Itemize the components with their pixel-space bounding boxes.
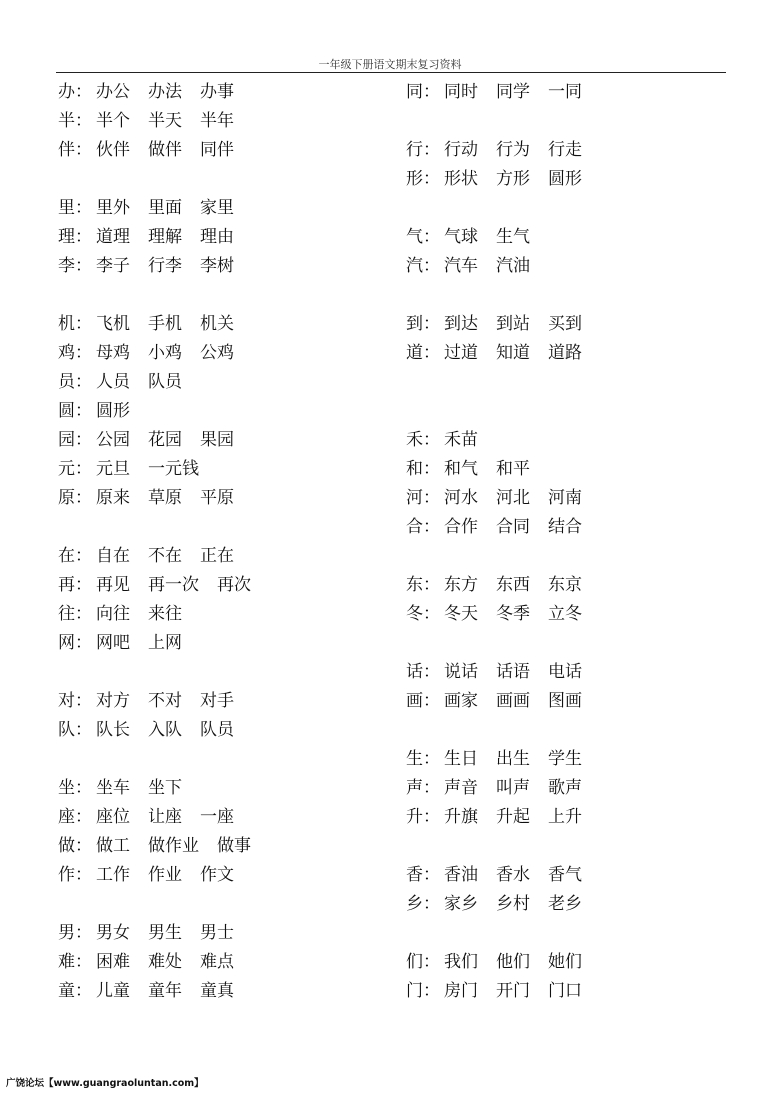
entry-word: 河水 xyxy=(444,488,478,508)
entry-character: 们： xyxy=(406,952,440,972)
entry-word: 飞机 xyxy=(96,314,130,334)
entry-row xyxy=(58,223,388,252)
entry-word: 对手 xyxy=(200,691,234,711)
entry-character: 到： xyxy=(406,314,440,334)
entry-word: 入队 xyxy=(148,720,182,740)
entry-word: 机关 xyxy=(200,314,234,334)
entry-word: 行动 xyxy=(444,140,478,160)
entry-word: 香气 xyxy=(548,865,582,885)
entry-character: 声： xyxy=(406,778,440,798)
entry-word: 方形 xyxy=(496,169,530,189)
entry-row xyxy=(406,571,736,600)
entry-word: 困难 xyxy=(96,952,130,972)
entry-word: 生气 xyxy=(496,227,530,247)
entry-word: 原来 xyxy=(96,488,130,508)
entry-row xyxy=(58,745,388,774)
entry-word: 话语 xyxy=(496,662,530,682)
entry-row xyxy=(58,252,388,281)
entry-word: 再次 xyxy=(217,575,251,595)
entry-row xyxy=(406,513,736,542)
entry-character: 对： xyxy=(58,691,92,711)
entry-row xyxy=(406,890,736,919)
entry-word: 坐车 xyxy=(96,778,130,798)
entry-word: 升起 xyxy=(496,807,530,827)
entry-word: 气球 xyxy=(444,227,478,247)
entry-word: 做伴 xyxy=(148,140,182,160)
entry-word: 平原 xyxy=(200,488,234,508)
entry-word: 行为 xyxy=(496,140,530,160)
entry-word: 队长 xyxy=(96,720,130,740)
entry-word: 一元钱 xyxy=(148,459,199,479)
entry-row xyxy=(406,629,736,658)
entry-row xyxy=(58,658,388,687)
entry-word: 里面 xyxy=(148,198,182,218)
entry-row xyxy=(58,716,388,745)
entry-word: 草原 xyxy=(148,488,182,508)
entry-word: 声音 xyxy=(444,778,478,798)
entry-character: 香： xyxy=(406,865,440,885)
entry-row xyxy=(58,426,388,455)
entry-word: 办公 xyxy=(96,82,130,102)
entry-word: 东京 xyxy=(548,575,582,595)
entry-row xyxy=(406,832,736,861)
entry-word: 男女 xyxy=(96,923,130,943)
entry-word: 果园 xyxy=(200,430,234,450)
entry-word: 到达 xyxy=(444,314,478,334)
entry-word: 生日 xyxy=(444,749,478,769)
entry-character: 作： xyxy=(58,865,92,885)
entry-character: 道： xyxy=(406,343,440,363)
entry-word: 河北 xyxy=(496,488,530,508)
entry-character: 话： xyxy=(406,662,440,682)
entry-word: 正在 xyxy=(200,546,234,566)
entry-word: 办法 xyxy=(148,82,182,102)
entry-row xyxy=(406,919,736,948)
entry-character: 圆： xyxy=(58,401,92,421)
right-column xyxy=(406,78,736,1006)
entry-row xyxy=(58,542,388,571)
entry-row xyxy=(58,397,388,426)
page-header-title: 一年级下册语文期末复习资料 xyxy=(318,58,462,71)
entry-row xyxy=(406,484,736,513)
entry-word: 禾苗 xyxy=(444,430,478,450)
entry-word: 李子 xyxy=(96,256,130,276)
entry-row xyxy=(58,165,388,194)
entry-row xyxy=(406,687,736,716)
entry-word: 家乡 xyxy=(444,894,478,914)
entry-word: 东西 xyxy=(496,575,530,595)
entry-word: 做作业 xyxy=(148,836,199,856)
entry-row xyxy=(58,281,388,310)
entry-character: 坐： xyxy=(58,778,92,798)
entry-word: 来往 xyxy=(148,604,182,624)
entry-character: 形： xyxy=(406,169,440,189)
entry-row xyxy=(406,194,736,223)
entry-word: 做工 xyxy=(96,836,130,856)
entry-word: 道理 xyxy=(96,227,130,247)
entry-character: 园： xyxy=(58,430,92,450)
entry-character: 男： xyxy=(58,923,92,943)
entry-row xyxy=(406,368,736,397)
entry-word: 乡村 xyxy=(496,894,530,914)
entry-row xyxy=(58,977,388,1006)
entry-word: 立冬 xyxy=(548,604,582,624)
entry-word: 做事 xyxy=(217,836,251,856)
entry-word: 图画 xyxy=(548,691,582,711)
entry-character: 机： xyxy=(58,314,92,334)
entry-word: 升旗 xyxy=(444,807,478,827)
entry-row xyxy=(58,629,388,658)
entry-row xyxy=(58,687,388,716)
entry-word: 到站 xyxy=(496,314,530,334)
left-column xyxy=(58,78,388,1006)
entry-word: 同学 xyxy=(496,82,530,102)
entry-row xyxy=(406,281,736,310)
entry-row xyxy=(406,252,736,281)
entry-word: 和气 xyxy=(444,459,478,479)
entry-row xyxy=(58,339,388,368)
entry-row xyxy=(406,223,736,252)
entry-word: 说话 xyxy=(444,662,478,682)
entry-word: 合同 xyxy=(496,517,530,537)
entry-row xyxy=(406,339,736,368)
entry-word: 汽车 xyxy=(444,256,478,276)
entry-word: 李树 xyxy=(200,256,234,276)
entry-row xyxy=(58,136,388,165)
entry-word: 不在 xyxy=(148,546,182,566)
entry-word: 花园 xyxy=(148,430,182,450)
entry-word: 半年 xyxy=(200,111,234,131)
entry-row xyxy=(58,455,388,484)
entry-word: 工作 xyxy=(96,865,130,885)
entry-word: 童真 xyxy=(200,981,234,1001)
entry-row xyxy=(406,658,736,687)
entry-word: 童年 xyxy=(148,981,182,1001)
entry-character: 禾： xyxy=(406,430,440,450)
entry-word: 男生 xyxy=(148,923,182,943)
entry-character: 汽： xyxy=(406,256,440,276)
entry-row xyxy=(406,716,736,745)
entry-character: 冬： xyxy=(406,604,440,624)
entry-row xyxy=(58,890,388,919)
entry-character: 里： xyxy=(58,198,92,218)
entry-word: 门口 xyxy=(548,981,582,1001)
entry-word: 小鸡 xyxy=(148,343,182,363)
entry-character: 气： xyxy=(406,227,440,247)
entry-row xyxy=(58,194,388,223)
entry-character: 网： xyxy=(58,633,92,653)
entry-word: 歌声 xyxy=(548,778,582,798)
entry-word: 元旦 xyxy=(96,459,130,479)
entry-word: 东方 xyxy=(444,575,478,595)
entry-word: 和平 xyxy=(496,459,530,479)
entry-word: 公鸡 xyxy=(200,343,234,363)
entry-word: 学生 xyxy=(548,749,582,769)
entry-character: 行： xyxy=(406,140,440,160)
entry-word: 画家 xyxy=(444,691,478,711)
entry-character: 做： xyxy=(58,836,92,856)
entry-character: 伴： xyxy=(58,140,92,160)
entry-word: 半天 xyxy=(148,111,182,131)
entry-word: 公园 xyxy=(96,430,130,450)
entry-row xyxy=(406,600,736,629)
entry-character: 鸡： xyxy=(58,343,92,363)
entry-word: 画画 xyxy=(496,691,530,711)
entry-row xyxy=(406,455,736,484)
entry-word: 座位 xyxy=(96,807,130,827)
entry-word: 对方 xyxy=(96,691,130,711)
entry-word: 冬季 xyxy=(496,604,530,624)
entry-character: 理： xyxy=(58,227,92,247)
entry-row xyxy=(406,861,736,890)
entry-word: 过道 xyxy=(444,343,478,363)
entry-row xyxy=(406,774,736,803)
entry-character: 再： xyxy=(58,575,92,595)
entry-character: 在： xyxy=(58,546,92,566)
entry-word: 家里 xyxy=(200,198,234,218)
entry-row xyxy=(406,948,736,977)
entry-word: 半个 xyxy=(96,111,130,131)
entry-word: 作文 xyxy=(200,865,234,885)
entry-word: 上网 xyxy=(148,633,182,653)
entry-character: 原： xyxy=(58,488,92,508)
entry-character: 生： xyxy=(406,749,440,769)
entry-row xyxy=(406,803,736,832)
entry-word: 让座 xyxy=(148,807,182,827)
entry-word: 队员 xyxy=(148,372,182,392)
entry-row xyxy=(58,861,388,890)
entry-character: 河： xyxy=(406,488,440,508)
entry-character: 同： xyxy=(406,82,440,102)
entry-word: 我们 xyxy=(444,952,478,972)
entry-word: 一同 xyxy=(548,82,582,102)
entry-character: 童： xyxy=(58,981,92,1001)
entry-word: 他们 xyxy=(496,952,530,972)
entry-row xyxy=(58,571,388,600)
entry-character: 元： xyxy=(58,459,92,479)
entry-word: 坐下 xyxy=(148,778,182,798)
entry-row xyxy=(58,774,388,803)
entry-word: 网吧 xyxy=(96,633,130,653)
entry-row xyxy=(58,803,388,832)
entry-word: 里外 xyxy=(96,198,130,218)
entry-character: 办： xyxy=(58,82,92,102)
entry-word: 电话 xyxy=(548,662,582,682)
entry-word: 圆形 xyxy=(96,401,130,421)
entry-word: 伙伴 xyxy=(96,140,130,160)
entry-word: 香水 xyxy=(496,865,530,885)
entry-character: 升： xyxy=(406,807,440,827)
entry-character: 东： xyxy=(406,575,440,595)
entry-word: 同伴 xyxy=(200,140,234,160)
entry-character: 画： xyxy=(406,691,440,711)
entry-word: 老乡 xyxy=(548,894,582,914)
entry-word: 难点 xyxy=(200,952,234,972)
entry-word: 手机 xyxy=(148,314,182,334)
entry-word: 圆形 xyxy=(548,169,582,189)
entry-character: 门： xyxy=(406,981,440,1001)
entry-word: 上升 xyxy=(548,807,582,827)
entry-word: 出生 xyxy=(496,749,530,769)
header-rule xyxy=(56,72,726,73)
entry-word: 难处 xyxy=(148,952,182,972)
entry-row xyxy=(406,977,736,1006)
entry-word: 开门 xyxy=(496,981,530,1001)
entry-word: 知道 xyxy=(496,343,530,363)
entry-row xyxy=(58,310,388,339)
entry-row xyxy=(406,136,736,165)
entry-word: 汽油 xyxy=(496,256,530,276)
entry-character: 座： xyxy=(58,807,92,827)
entry-word: 作业 xyxy=(148,865,182,885)
entry-character: 合： xyxy=(406,517,440,537)
entry-word: 再见 xyxy=(96,575,130,595)
entry-character: 半： xyxy=(58,111,92,131)
entry-row xyxy=(406,107,736,136)
entry-row xyxy=(406,426,736,455)
entry-word: 结合 xyxy=(548,517,582,537)
entry-row xyxy=(406,397,736,426)
entry-word: 理由 xyxy=(200,227,234,247)
entry-word: 道路 xyxy=(548,343,582,363)
entry-word: 行走 xyxy=(548,140,582,160)
entry-character: 李： xyxy=(58,256,92,276)
entry-row xyxy=(58,832,388,861)
entry-word: 儿童 xyxy=(96,981,130,1001)
entry-row xyxy=(58,78,388,107)
entry-word: 形状 xyxy=(444,169,478,189)
entry-character: 和： xyxy=(406,459,440,479)
entry-word: 她们 xyxy=(548,952,582,972)
entry-row xyxy=(58,107,388,136)
entry-row xyxy=(58,513,388,542)
entry-character: 往： xyxy=(58,604,92,624)
entry-character: 难： xyxy=(58,952,92,972)
entry-word: 自在 xyxy=(96,546,130,566)
entry-word: 再一次 xyxy=(148,575,199,595)
entry-character: 员： xyxy=(58,372,92,392)
entry-word: 香油 xyxy=(444,865,478,885)
entry-word: 男士 xyxy=(200,923,234,943)
entry-row xyxy=(406,542,736,571)
entry-word: 办事 xyxy=(200,82,234,102)
entry-word: 河南 xyxy=(548,488,582,508)
entry-word: 同时 xyxy=(444,82,478,102)
entry-row xyxy=(58,484,388,513)
entry-character: 队： xyxy=(58,720,92,740)
entry-character: 乡： xyxy=(406,894,440,914)
entry-word: 理解 xyxy=(148,227,182,247)
footer-site-text: 广饶论坛【www.guangraoluntan.com】 xyxy=(6,1078,204,1089)
entry-word: 合作 xyxy=(444,517,478,537)
entry-row xyxy=(58,948,388,977)
entry-word: 向往 xyxy=(96,604,130,624)
entry-word: 队员 xyxy=(200,720,234,740)
entry-word: 叫声 xyxy=(496,778,530,798)
entry-row xyxy=(406,745,736,774)
entry-word: 母鸡 xyxy=(96,343,130,363)
entry-row xyxy=(406,165,736,194)
entry-word: 房门 xyxy=(444,981,478,1001)
entry-row xyxy=(58,600,388,629)
entry-row xyxy=(58,368,388,397)
entry-word: 一座 xyxy=(200,807,234,827)
entry-row xyxy=(58,919,388,948)
entry-row xyxy=(406,78,736,107)
entry-word: 人员 xyxy=(96,372,130,392)
entry-row xyxy=(406,310,736,339)
entry-word: 冬天 xyxy=(444,604,478,624)
entry-word: 不对 xyxy=(148,691,182,711)
entry-word: 行李 xyxy=(148,256,182,276)
entry-word: 买到 xyxy=(548,314,582,334)
